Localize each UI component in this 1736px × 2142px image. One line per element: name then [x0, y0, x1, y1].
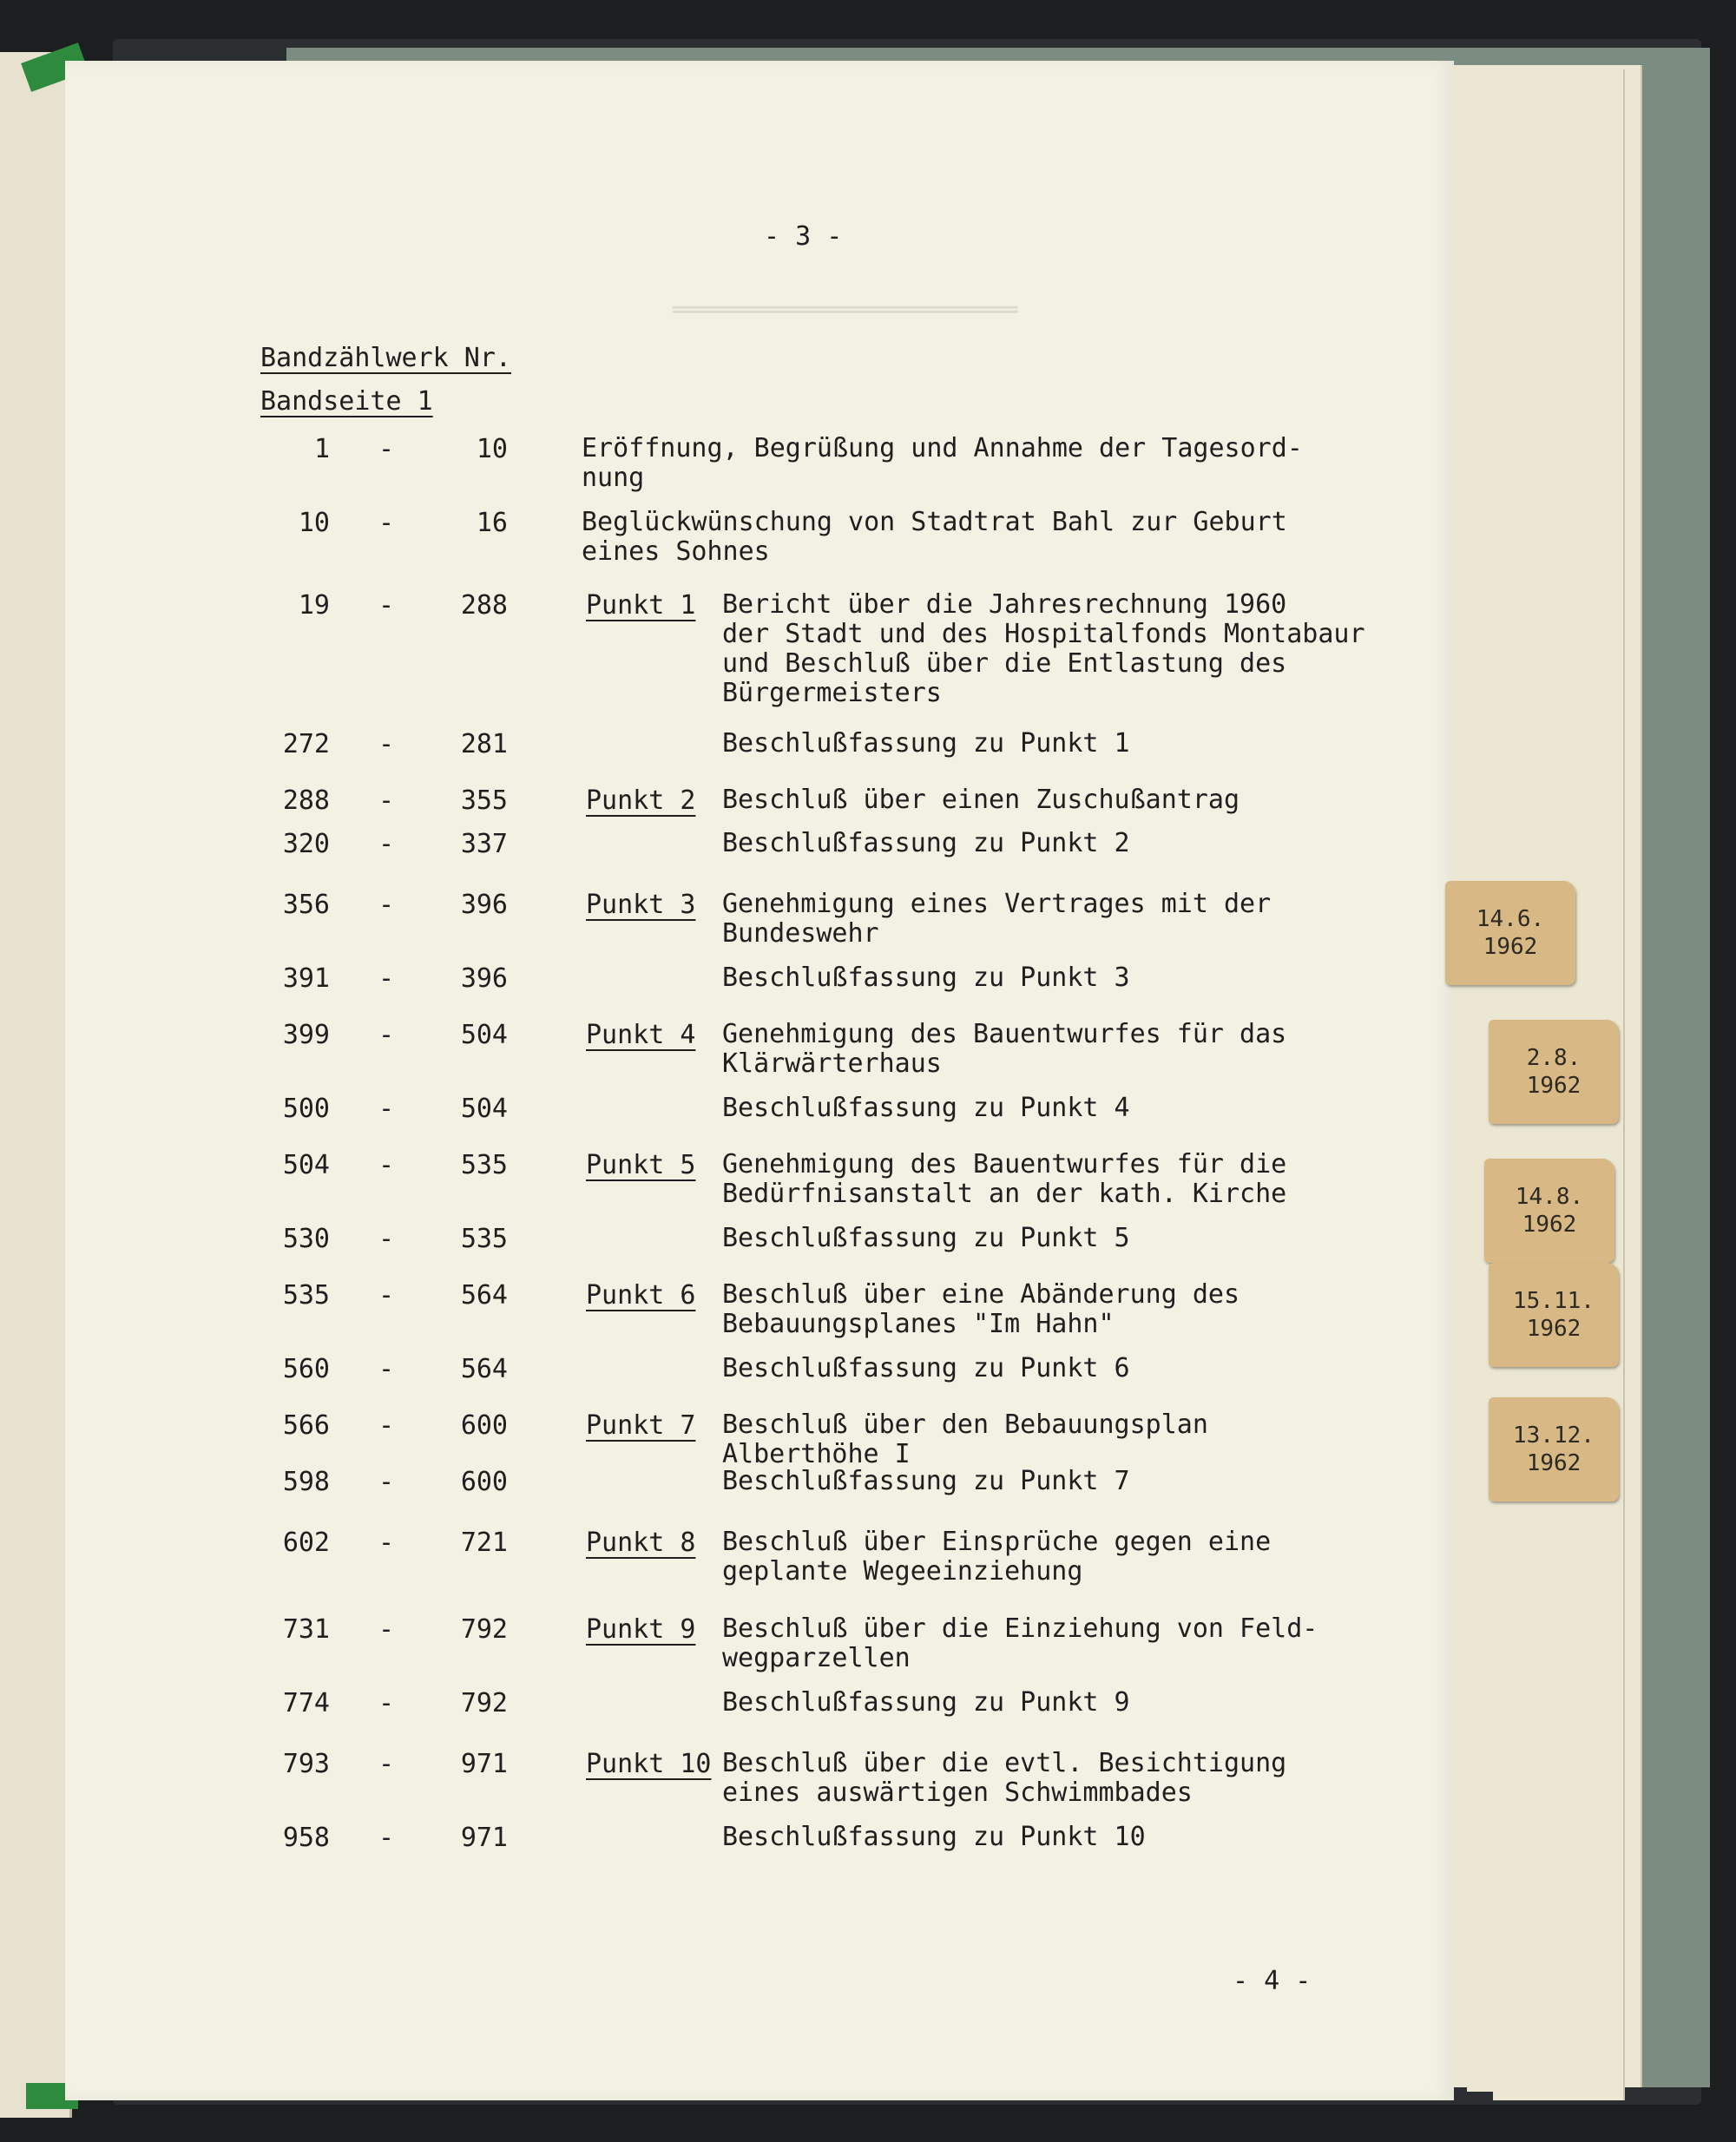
- entry-dash: -: [378, 1150, 395, 1180]
- entry-from: 356: [282, 890, 330, 920]
- entry-description: Beschlußfassung zu Punkt 2: [722, 828, 1130, 858]
- entry-description: Eröffnung, Begrüßung und Annahme der Tagesord- nung: [582, 433, 1303, 493]
- entry-dash: -: [378, 1823, 395, 1853]
- entry-from: 535: [282, 1280, 330, 1311]
- entry-description: Beschlußfassung zu Punkt 10: [722, 1822, 1146, 1852]
- entry-description: Beschlußfassung zu Punkt 9: [722, 1687, 1130, 1718]
- date-tab-year: 1962: [1526, 1073, 1581, 1099]
- entry-description: Beschluß über eine Abänderung des Bebauungsplanes "Im Hahn": [722, 1279, 1240, 1339]
- entry-from: 1: [313, 434, 330, 464]
- entry-to: 792: [460, 1688, 508, 1718]
- footer-page-number: - 4 -: [1233, 1966, 1312, 1996]
- date-tab-year: 1962: [1483, 934, 1538, 960]
- entry-from: 774: [282, 1688, 330, 1718]
- entry-from: 288: [282, 785, 330, 816]
- date-tab[interactable]: [1489, 1397, 1619, 1501]
- entry-description: Beschlußfassung zu Punkt 6: [722, 1353, 1130, 1383]
- date-tab[interactable]: [1489, 1020, 1619, 1124]
- entry-description: Beschluß über die evtl. Besichtigung eines auswärtigen Schwimmbades: [722, 1748, 1287, 1808]
- entry-to: 355: [460, 785, 508, 816]
- entry-dash: -: [378, 963, 395, 994]
- entry-description: Beschluß über Einsprüche gegen eine geplante Wegeeinziehung: [722, 1527, 1272, 1587]
- entry-to: 504: [460, 1094, 508, 1124]
- entry-to: 721: [460, 1528, 508, 1558]
- entry-to: 564: [460, 1280, 508, 1311]
- entry-from: 958: [282, 1823, 330, 1853]
- entry-dash: -: [378, 1224, 395, 1254]
- entry-to: 535: [460, 1150, 508, 1180]
- entry-from: 500: [282, 1094, 330, 1124]
- entry-description: Genehmigung des Bauentwurfes für die Bedürfnisanstalt an der kath. Kirche: [722, 1149, 1287, 1209]
- entry-dash: -: [378, 890, 395, 920]
- entry-dash: -: [378, 1280, 395, 1311]
- date-tab-day: 13.12.: [1513, 1423, 1595, 1449]
- subheading: Bandseite 1: [260, 386, 433, 417]
- entry-description: Beglückwünschung von Stadtrat Bahl zur Geburt eines Sohnes: [582, 507, 1287, 567]
- entry-to: 396: [460, 890, 508, 920]
- entry-dash: -: [378, 1688, 395, 1718]
- date-tab[interactable]: [1484, 1159, 1614, 1263]
- entry-dash: -: [378, 1749, 395, 1779]
- entry-from: 560: [282, 1354, 330, 1384]
- entry-to: 396: [460, 963, 508, 994]
- entry-to: 16: [476, 508, 508, 538]
- entry-to: 504: [460, 1020, 508, 1050]
- entry-punkt: Punkt 10: [586, 1749, 712, 1779]
- entry-from: 272: [282, 729, 330, 759]
- entry-to: 10: [476, 434, 508, 464]
- entry-punkt: Punkt 7: [586, 1410, 696, 1441]
- entry-from: 566: [282, 1410, 330, 1441]
- entry-punkt: Punkt 4: [586, 1020, 696, 1050]
- entry-description: Beschluß über die Einziehung von Feld- wegparzellen: [722, 1613, 1318, 1673]
- entry-from: 530: [282, 1224, 330, 1254]
- date-tab-year: 1962: [1526, 1316, 1581, 1342]
- date-tab-day: 14.8.: [1515, 1184, 1584, 1210]
- date-tab-day: 15.11.: [1513, 1288, 1595, 1314]
- entry-to: 337: [460, 829, 508, 859]
- entry-from: 793: [282, 1749, 330, 1779]
- entry-description: Beschlußfassung zu Punkt 7: [722, 1466, 1130, 1496]
- entry-dash: -: [378, 829, 395, 859]
- entry-from: 19: [298, 590, 330, 621]
- entry-description: Genehmigung des Bauentwurfes für das Klärwärterhaus: [722, 1019, 1287, 1079]
- document-page: [65, 61, 1454, 2100]
- entry-to: 971: [460, 1823, 508, 1853]
- entry-dash: -: [378, 1467, 395, 1497]
- entry-from: 10: [298, 508, 330, 538]
- entry-punkt: Punkt 6: [586, 1280, 696, 1311]
- date-tab[interactable]: [1489, 1263, 1619, 1367]
- entry-description: Genehmigung eines Vertrages mit der Bundeswehr: [722, 889, 1272, 949]
- entry-to: 600: [460, 1410, 508, 1441]
- entry-to: 288: [460, 590, 508, 621]
- entry-dash: -: [378, 1354, 395, 1384]
- entry-punkt: Punkt 9: [586, 1614, 696, 1645]
- entry-from: 731: [282, 1614, 330, 1645]
- entry-dash: -: [378, 434, 395, 464]
- page-number: - 3 -: [764, 221, 843, 252]
- entry-from: 598: [282, 1467, 330, 1497]
- entry-description: Beschlußfassung zu Punkt 3: [722, 963, 1130, 993]
- entry-dash: -: [378, 1094, 395, 1124]
- entry-punkt: Punkt 8: [586, 1528, 696, 1558]
- entry-from: 320: [282, 829, 330, 859]
- date-tab-year: 1962: [1526, 1450, 1581, 1476]
- date-tab-day: 2.8.: [1526, 1045, 1581, 1071]
- entry-dash: -: [378, 1528, 395, 1558]
- left-page-edge: [0, 52, 72, 2118]
- entry-description: Beschlußfassung zu Punkt 4: [722, 1093, 1130, 1123]
- entry-from: 391: [282, 963, 330, 994]
- entry-to: 281: [460, 729, 508, 759]
- entry-to: 564: [460, 1354, 508, 1384]
- entry-from: 399: [282, 1020, 330, 1050]
- entry-description: Beschlußfassung zu Punkt 1: [722, 728, 1130, 759]
- date-tab-day: 14.6.: [1476, 906, 1545, 932]
- entry-punkt: Punkt 5: [586, 1150, 696, 1180]
- entry-dash: -: [378, 590, 395, 621]
- entry-dash: -: [378, 729, 395, 759]
- entry-description: Beschluß über einen Zuschußantrag: [722, 785, 1240, 815]
- heading: Bandzählwerk Nr.: [260, 343, 511, 373]
- entry-dash: -: [378, 508, 395, 538]
- date-tab[interactable]: [1445, 881, 1575, 985]
- entry-to: 971: [460, 1749, 508, 1779]
- entry-dash: -: [378, 1410, 395, 1441]
- entry-dash: -: [378, 785, 395, 816]
- entry-punkt: Punkt 1: [586, 590, 696, 621]
- entry-from: 602: [282, 1528, 330, 1558]
- entry-dash: -: [378, 1614, 395, 1645]
- date-tab-year: 1962: [1522, 1212, 1577, 1238]
- entry-to: 792: [460, 1614, 508, 1645]
- entry-description: Bericht über die Jahresrechnung 1960 der Stadt und des Hospitalfonds Montabaur und Beschluß über die Entlastung des Bürgermeisters: [722, 589, 1365, 708]
- entry-punkt: Punkt 2: [586, 785, 696, 816]
- entry-dash: -: [378, 1020, 395, 1050]
- entry-punkt: Punkt 3: [586, 890, 696, 920]
- entry-to: 535: [460, 1224, 508, 1254]
- entry-to: 600: [460, 1467, 508, 1497]
- entry-from: 504: [282, 1150, 330, 1180]
- entry-description: Beschluß über den Bebauungsplan Alberthöhe I: [722, 1409, 1208, 1469]
- entry-description: Beschlußfassung zu Punkt 5: [722, 1223, 1130, 1253]
- bleed-through-text: ══════════════════════: [673, 295, 1018, 325]
